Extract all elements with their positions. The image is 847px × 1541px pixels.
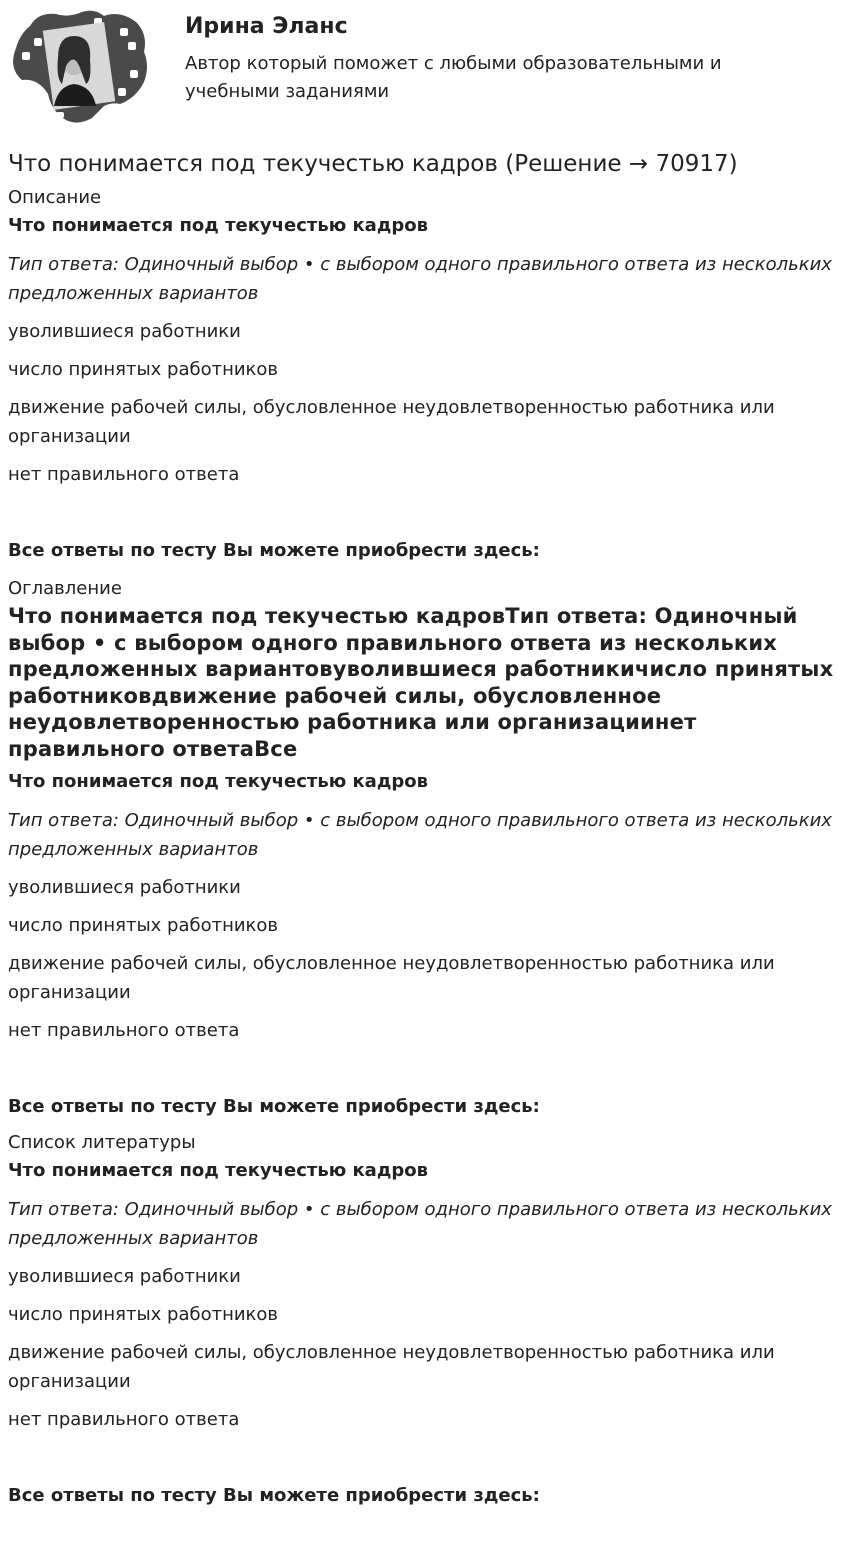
toc-text: Что понимается под текучестью кадровТип ответа: Одиночный выбор • с выбором одного правильного ответа из нескольких предложенных вариантовуволившиеся работникичисло принятых работниковдвижение рабочей силы, обусловленное неудовлетворенностью работника или организациинет правильного ответаВсе: [8, 604, 834, 761]
author-description: Автор который поможет с любыми образовательными и учебными заданиями: [185, 53, 722, 102]
answer-type: Тип ответа: Одиночный выбор • с выбором одного правильного ответа из нескольких предложенных вариантов: [8, 254, 832, 304]
author-card: [8, 8, 838, 126]
answer-option: движение рабочей силы, обусловленное неудовлетворенностью работника или организации: [8, 397, 775, 447]
buy-answers-text: Все ответы по тесту Вы можете приобрести здесь:: [8, 1096, 540, 1117]
answer-option: число принятых работников: [8, 359, 279, 380]
buy-answers-text: Все ответы по тесту Вы можете приобрести здесь:: [8, 540, 540, 561]
main-content: [8, 148, 838, 1510]
buy-answers-text: Все ответы по тесту Вы можете приобрести здесь:: [8, 1485, 540, 1506]
answer-option: уволившиеся работники: [8, 1266, 241, 1287]
literature-section: [8, 1131, 838, 1510]
literature-label: Список литературы: [8, 1132, 196, 1153]
author-avatar: [8, 8, 150, 126]
toc-section: [8, 577, 838, 1121]
answer-option: число принятых работников: [8, 1304, 279, 1325]
toc-label: Оглавление: [8, 578, 122, 599]
answer-option: число принятых работников: [8, 915, 279, 936]
author-name: Ирина Эланс: [185, 14, 348, 39]
answer-type: Тип ответа: Одиночный выбор • с выбором одного правильного ответа из нескольких предложенных вариантов: [8, 810, 832, 860]
answer-type: Тип ответа: Одиночный выбор • с выбором одного правильного ответа из нескольких предложенных вариантов: [8, 1199, 832, 1249]
question-title: Что понимается под текучестью кадров: [8, 1160, 429, 1181]
description-label: Описание: [8, 187, 102, 208]
answer-option: нет правильного ответа: [8, 1020, 240, 1041]
question-title: Что понимается под текучестью кадров: [8, 215, 429, 236]
question-title: Что понимается под текучестью кадров: [8, 771, 429, 792]
answer-option: уволившиеся работники: [8, 321, 241, 342]
answer-option: движение рабочей силы, обусловленное неудовлетворенностью работника или организации: [8, 953, 775, 1003]
answer-option: нет правильного ответа: [8, 464, 240, 485]
answer-option: движение рабочей силы, обусловленное неудовлетворенностью работника или организации: [8, 1342, 775, 1392]
answer-option: нет правильного ответа: [8, 1409, 240, 1430]
page-title: Что понимается под текучестью кадров (Решение → 70917): [8, 151, 738, 177]
answer-option: уволившиеся работники: [8, 877, 241, 898]
description-section: [8, 186, 838, 565]
